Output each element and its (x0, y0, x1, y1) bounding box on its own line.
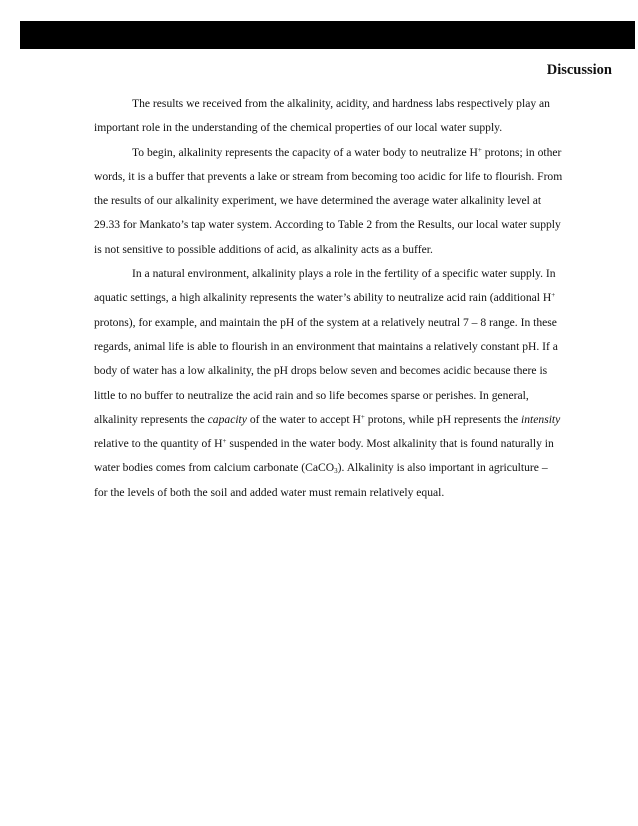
paragraph-text: suspended in the water body. Most alkalinity that is found naturally in water bodies comes from calcium carbonate (CaCO (94, 437, 554, 475)
paragraph-text: In a natural environment, alkalinity plays a role in the fertility of a specific water supply. In aquatic settings, a high alkalinity represents the water’s ability to neutralize acid rain (additional H (94, 267, 556, 305)
paragraph-text: of the water to accept H (246, 412, 361, 426)
superscript-plus: + (477, 145, 482, 154)
subscript-three: 3 (334, 467, 338, 476)
document-body (94, 92, 564, 505)
paragraph-text: protons), for example, and maintain the pH of the system at a relatively neutral 7 – 8 range. In these regards, animal life is able to flourish in an environment that maintains a relatively constant pH. If a body of water has a low alkalinity, the pH drops below seven and becomes acidic because there is little to no buffer to neutralize the acid rain and so life becomes sparse or perishes. In general, alkalinity represents the (94, 315, 558, 426)
emphasis-capacity: capacity (207, 412, 247, 426)
paragraph-text: relative to the quantity of H (94, 437, 223, 451)
paragraph-text: To begin, alkalinity represents the capacity of a water body to neutralize H (132, 145, 478, 159)
paragraph-text: protons; in other words, it is a buffer that prevents a lake or stream from becoming too acidic for life to flourish. From the results of our alkalinity experiment, we have determined the average water alkalinity level at 29.33 for Mankato’s tap water system. According to Table 2 from the Results, our local water supply is not sensitive to possible additions of acid, as alkalinity acts as a buffer. (94, 145, 563, 256)
paragraph-intro (94, 92, 564, 141)
emphasis-intensity: intensity (521, 412, 561, 426)
paragraph-text: The results we received from the alkalinity, acidity, and hardness labs respectively play an important role in the understanding of the chemical properties of our local water supply. (94, 97, 550, 135)
superscript-plus: + (360, 412, 365, 421)
section-heading: Discussion (546, 62, 612, 78)
superscript-plus: + (222, 437, 227, 446)
paragraph-text: ). Alkalinity is also important in agriculture – for the levels of both the soil and added water must remain relatively equal. (94, 461, 548, 499)
paragraph-text: protons, while pH represents the (364, 412, 522, 426)
header-bar (20, 21, 635, 49)
paragraph-natural-environment (94, 262, 564, 505)
paragraph-alkalinity-definition (94, 141, 564, 262)
superscript-plus: + (551, 291, 556, 300)
